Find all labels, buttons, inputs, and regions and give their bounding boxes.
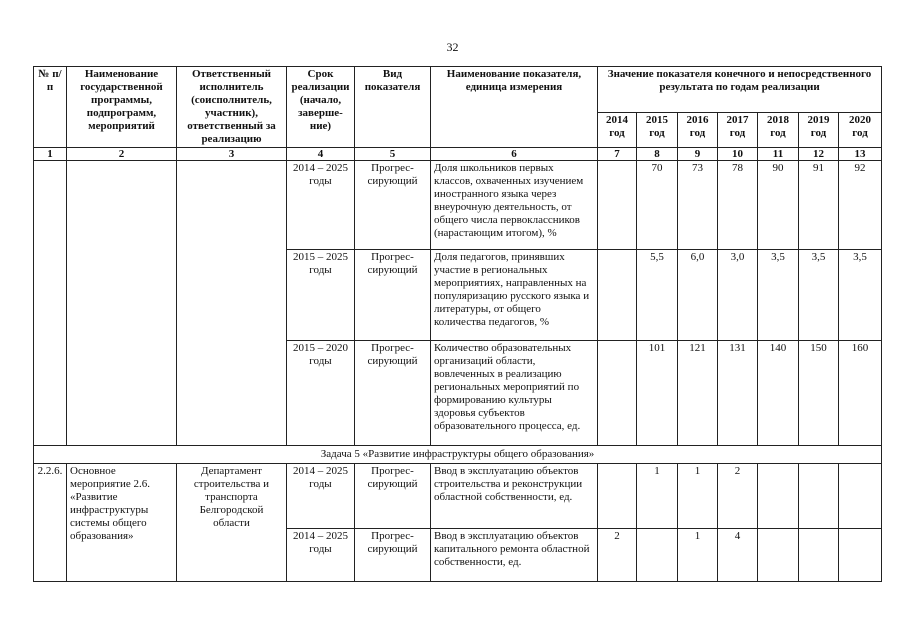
header-year: 2015 год (637, 112, 678, 147)
cell-value (799, 464, 839, 529)
cell-value: 101 (637, 341, 678, 446)
header-kind: Вид показателя (355, 67, 431, 148)
header-year: 2014 год (598, 112, 637, 147)
cell-value: 3,5 (758, 250, 799, 341)
column-number: 12 (799, 148, 839, 161)
column-number: 10 (718, 148, 758, 161)
cell-value (598, 250, 637, 341)
page-number: 32 (446, 40, 459, 54)
cell-indicator: Доля педагогов, принявших участие в региональных мероприятиях, направленных на популяризацию русского языка и литературы, от общего количества педагогов, % (431, 250, 598, 341)
cell-indicator: Доля школьников первых классов, охваченных изучением иностранного языка через внеурочную деятельность, от общего числа первоклассников (нарастающим итогом), % (431, 161, 598, 250)
cell-value: 140 (758, 341, 799, 446)
cell-value: 78 (718, 161, 758, 250)
column-number: 13 (839, 148, 882, 161)
column-number: 7 (598, 148, 637, 161)
cell-value: 131 (718, 341, 758, 446)
header-year: 2019 год (799, 112, 839, 147)
cell-value: 3,0 (718, 250, 758, 341)
table-row (34, 161, 882, 250)
cell-value: 1 (678, 464, 718, 529)
column-number: 11 (758, 148, 799, 161)
header-executor: Ответственный исполнитель (соисполнитель, участник), ответственный за реализацию (177, 67, 287, 148)
task-row (34, 446, 882, 464)
cell-value: 91 (799, 161, 839, 250)
cell-value: 2 (598, 529, 637, 582)
cell-number: 2.2.6. (34, 464, 67, 582)
cell-executor (177, 161, 287, 446)
cell-value: 3,5 (799, 250, 839, 341)
cell-value (839, 464, 882, 529)
cell-program-name (67, 161, 177, 446)
cell-value: 121 (678, 341, 718, 446)
cell-kind: Прогрес-сирующий (355, 161, 431, 250)
cell-indicator: Количество образовательных организаций области, вовлеченных в реализацию региональных мероприятий по формированию культуры здоровья субъектов образовательного процесса, ед. (431, 341, 598, 446)
column-number: 2 (67, 148, 177, 161)
cell-value (758, 464, 799, 529)
cell-value: 1 (678, 529, 718, 582)
header-program-name: Наименование государственной программы, подпрограмм, мероприятий (67, 67, 177, 148)
cell-value (598, 341, 637, 446)
cell-value: 70 (637, 161, 678, 250)
column-number: 8 (637, 148, 678, 161)
cell-executor: Департамент строительства и транспорта Белгородской области (177, 464, 287, 582)
cell-term: 2014 – 2025 годы (287, 161, 355, 250)
cell-value: 73 (678, 161, 718, 250)
cell-value: 2 (718, 464, 758, 529)
table-row (34, 464, 882, 529)
cell-term: 2014 – 2025 годы (287, 464, 355, 529)
column-number: 6 (431, 148, 598, 161)
header-year: 2017 год (718, 112, 758, 147)
cell-indicator: Ввод в эксплуатацию объектов капитального ремонта областной собственности, ед. (431, 529, 598, 582)
cell-value: 5,5 (637, 250, 678, 341)
cell-value (839, 529, 882, 582)
header-row (34, 67, 882, 113)
cell-term: 2015 – 2025 годы (287, 250, 355, 341)
cell-value (598, 464, 637, 529)
cell-value: 160 (839, 341, 882, 446)
cell-kind: Прогрес-сирующий (355, 250, 431, 341)
header-year: 2020 год (839, 112, 882, 147)
cell-kind: Прогрес-сирующий (355, 341, 431, 446)
cell-value: 90 (758, 161, 799, 250)
header-year: 2018 год (758, 112, 799, 147)
column-number: 3 (177, 148, 287, 161)
cell-value (598, 161, 637, 250)
cell-value: 4 (718, 529, 758, 582)
cell-value (637, 529, 678, 582)
cell-kind: Прогрес-сирующий (355, 464, 431, 529)
indicators-table (33, 66, 882, 582)
cell-kind: Прогрес-сирующий (355, 529, 431, 582)
header-indicator: Наименование показателя, единица измерения (431, 67, 598, 148)
cell-indicator: Ввод в эксплуатацию объектов строительства и реконструкции областной собственности, ед. (431, 464, 598, 529)
cell-value: 150 (799, 341, 839, 446)
column-number: 1 (34, 148, 67, 161)
cell-value: 92 (839, 161, 882, 250)
cell-value: 1 (637, 464, 678, 529)
cell-value (799, 529, 839, 582)
column-numbers-row (34, 148, 882, 161)
column-number: 4 (287, 148, 355, 161)
header-term: Срок реализации (начало, заверше-ние) (287, 67, 355, 148)
cell-value: 3,5 (839, 250, 882, 341)
header-values: Значение показателя конечного и непосредственного результата по годам реализации (598, 67, 882, 113)
header-year: 2016 год (678, 112, 718, 147)
cell-term: 2015 – 2020 годы (287, 341, 355, 446)
task-title: Задача 5 «Развитие инфраструктуры общего образования» (34, 446, 882, 464)
header-number: № п/п (34, 67, 67, 148)
cell-number (34, 161, 67, 446)
column-number: 9 (678, 148, 718, 161)
cell-program-name: Основное мероприятие 2.6. «Развитие инфраструктуры системы общего образования» (67, 464, 177, 582)
cell-value (758, 529, 799, 582)
cell-term: 2014 – 2025 годы (287, 529, 355, 582)
cell-value: 6,0 (678, 250, 718, 341)
column-number: 5 (355, 148, 431, 161)
